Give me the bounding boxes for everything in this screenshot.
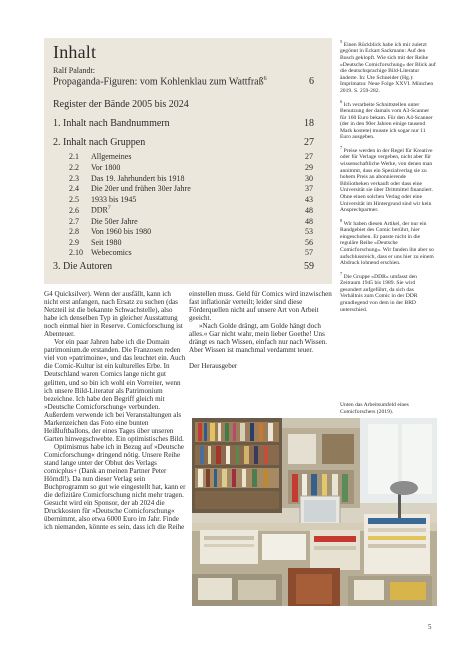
body-paragraph: Optimismus habe ich in Bezug auf »Deutsche Comicforschung« dringend nötig. Unsere Reihe stand lange unter der Obhut des Verlags comicplus+ (Dank an meinen Partner Peter Hörndl!). Da nun dieser Verlag sein Buchprogramm so gut wie eingestellt hat, kann er die defizitäre Comicforschung nicht mehr tragen. Gesucht wird ein Sponsor, der ab 2024 die Druckkosten für »Deutsche Comicforschung« übernimmt, also etwa 6000 Euro im Jahr. Finde ich niemanden, könnte es sein, dass ich die Reihe [44,442,186,532]
toc-section-1[interactable] [53,118,324,129]
footnote-text: Ich verarbeite Schnittstellen unter Benutzung der damals vom A3-Scanner für 160 Euro bekam. Für den A4-Scanner (der in den 90er Jahren einige tausend Mark kostete) musste ich sogar nur 11 Euro ausgeben. [340,101,433,141]
footnote [340,99,436,141]
toc-subsection[interactable] [53,163,324,172]
table-of-contents [44,38,332,284]
toc-subsection-number: 2.9 [69,237,79,247]
toc-subsection-page: 30 [305,173,313,183]
body-column-left [44,290,186,531]
toc-subsection[interactable] [53,217,324,226]
toc-article-page: 6 [309,76,314,88]
toc-subsection-page: 48 [305,216,313,226]
footnote-number: 8 [340,217,343,223]
toc-subsection-number: 2.1 [69,152,79,162]
toc-subsection-page: 37 [305,184,313,194]
paragraph-spacer [189,354,335,362]
footnote-text: Wir haben diesen Artikel, der nur ein Randgebiet des Comic berührt, hier eingeschoben. Er passte nicht in die reguläre Reihe »Deutsche Comicforschung«. Wir fanden ihn aber so aufschlussreich, dass er uns hier zu einem Abdruck lohnend erschien. [340,220,434,267]
footnote-text: Die Gruppe »DDR« umfasst den Zeitraum 1945 bis 1989. Sie wird gesondert aufgeführt, da sich das Verhältnis zum Comic in der DDR grundlegend von dem in der BRD unterschied. [340,273,418,313]
toc-subsection-label: Webecomics [91,248,132,258]
footnote-number: 5 [340,39,343,44]
toc-subsection[interactable] [53,238,324,247]
toc-subsection-label: Allgemeines [91,152,132,162]
toc-subsection[interactable] [53,152,324,161]
toc-register-heading: Register der Bände 2005 bis 2024 [53,99,189,111]
toc-subsection-label: Vor 1800 [91,162,121,172]
toc-subsection-number: 2.2 [69,162,79,172]
toc-subsection-number: 2.5 [69,194,79,204]
toc-subsection-number: 2.6 [69,205,79,215]
toc-subsection-label: 1933 bis 1945 [91,194,137,204]
toc-title: Inhalt [53,42,97,62]
toc-subsection-page: 27 [305,152,313,162]
toc-section-page: 59 [304,261,314,273]
footnote [340,218,436,267]
toc-subsection-number: 2.3 [69,173,79,183]
toc-subsection[interactable] [53,195,324,204]
toc-section-label: 1. Inhalt nach Bandnummern [53,118,170,130]
toc-subsection-label: DDR [91,205,108,215]
footnote-number: 7 [340,145,343,151]
footnote [340,271,436,313]
toc-article-title: Propaganda-Figuren: vom Kohlenklau zum Wattfraß [53,76,264,88]
footnote [340,145,436,214]
footnote-number: 6 [340,98,343,104]
toc-article-footnote-ref: 6 [263,76,267,82]
toc-subsection-label: Das 19. Jahrhundert bis 1918 [91,173,185,183]
photo-caption: Unten das Arbeitsumfeld eines Comicforschers (2019). [340,402,409,415]
toc-subsection-label: Die 20er und frühen 30er Jahre [91,184,191,194]
toc-section-page: 18 [304,118,314,130]
toc-subsection-page: 56 [305,237,313,247]
body-paragraph: G4 Quicksilver). Wenn der ausfällt, kann ich nicht erst anfangen, nach Ersatz zu suchen (das Netzteil ist die bekannte Schwachstelle), also habe ich denselben Typ in gleicher Ausstattung noch einmal hier in Reserve. Comicforschung ist Abenteuer. [44,290,183,339]
footnote-text: Einen Rückblick habe ich mir zuletzt gegönnt in Eckart Sackmann: Auf den Busch geklopft. Wie sich mit der Reihe »Deutsche Comicforschung« der Blick auf die deutschsprachige Bild-Literatur änderte. In: Ute Schneider (Hg.): Imprimatur. Neue Folge XXVI. München 2019. S. 259-282. [340,41,436,95]
footnotes-column [340,39,436,317]
toc-subsection-label: Die 50er Jahre [91,216,138,226]
toc-subsection[interactable] [53,174,324,183]
toc-footnote-ref: 7 [107,205,111,212]
toc-subsection-label: Von 1960 bis 1980 [91,227,152,237]
toc-section-label: 3. Die Autoren [53,261,113,273]
page-number: 5 [428,623,432,631]
toc-section-3[interactable] [53,261,324,272]
toc-author: Ralf Palandt: [53,66,95,75]
body-paragraph: »Nach Golde drängt, am Golde hängt doch alles.« Gar nicht wahr, mein lieber Goethe! Uns drängt es nach Wissen, einfach nur nach Wissen. Aber Wissen ist manchmal verdammt teuer. [189,322,328,355]
toc-subsection-page: 48 [305,205,313,215]
toc-section-page: 27 [304,137,314,149]
body-paragraph: einstellen muss. Geld für Comics wird inzwischen fast inflationär verteilt; leider sind diese Förderquellen nicht auf unsere Art von Arbeit geeicht. [189,290,332,323]
footnote-text: Preise werden in der Regel für Kreative oder für Verlage vergeben, nicht aber für wissenschaftliche Werke, von denen man annimmt, dass ein Spezialverlag sie zu hohem Preis an abonnierende Bibliotheken verkauft oder dass eine Universität sie über Drittmittel finanziert. Ohne einen solchen Verlag oder eine Universität im Hintergrund sind wir kein Ansprechpartner. [340,147,434,214]
toc-subsection-number: 2.8 [69,227,79,237]
toc-section-2[interactable] [53,137,324,148]
footnote [340,39,436,95]
toc-subsection-page: 29 [305,162,313,172]
signature: Der Herausgeber [189,362,238,371]
body-paragraph: Vor ein paar Jahren habe ich die Domain patrimonium.de erstanden. Die Franzosen reden viel von »patrimoine«, und das leuchtet ein. Auch die Comic-Kultur ist ein kulturelles Erbe. In Deutschland waren Comics lange nicht gut gelitten, und so bin ich wohl ein Vorreiter, wenn ich unsere Bild-Literatur als Patrimonium bezeichne. Ich habe den Begriff gleich mit »Deutsche Comicforschung« verbunden. Außerdem verwende ich bei Veranstaltungen als Markenzeichen das Foto eine bunten Heißluftballons, der eines Tages über unseren Garten hinwegschwebte. Ein optimistisches Bild. [44,338,186,443]
toc-subsection-page: 57 [305,248,313,258]
toc-subsection-page: 43 [305,194,313,204]
toc-subsection[interactable] [53,227,324,236]
toc-section-label: 2. Inhalt nach Gruppen [53,137,146,149]
toc-subsection-page: 53 [305,227,313,237]
toc-subsection[interactable] [53,184,324,193]
toc-subsection-label: Seit 1980 [91,237,122,247]
toc-subsection[interactable] [53,248,324,257]
toc-subsection-number: 2.7 [69,216,79,226]
body-column-middle [189,290,335,370]
toc-subsection-number: 2.10 [69,248,83,258]
toc-article-entry[interactable] [53,76,324,87]
footnote-number: 7 [340,270,343,276]
toc-subsection-number: 2.4 [69,184,79,194]
office-photo [192,418,437,606]
toc-subsection[interactable] [53,205,324,215]
